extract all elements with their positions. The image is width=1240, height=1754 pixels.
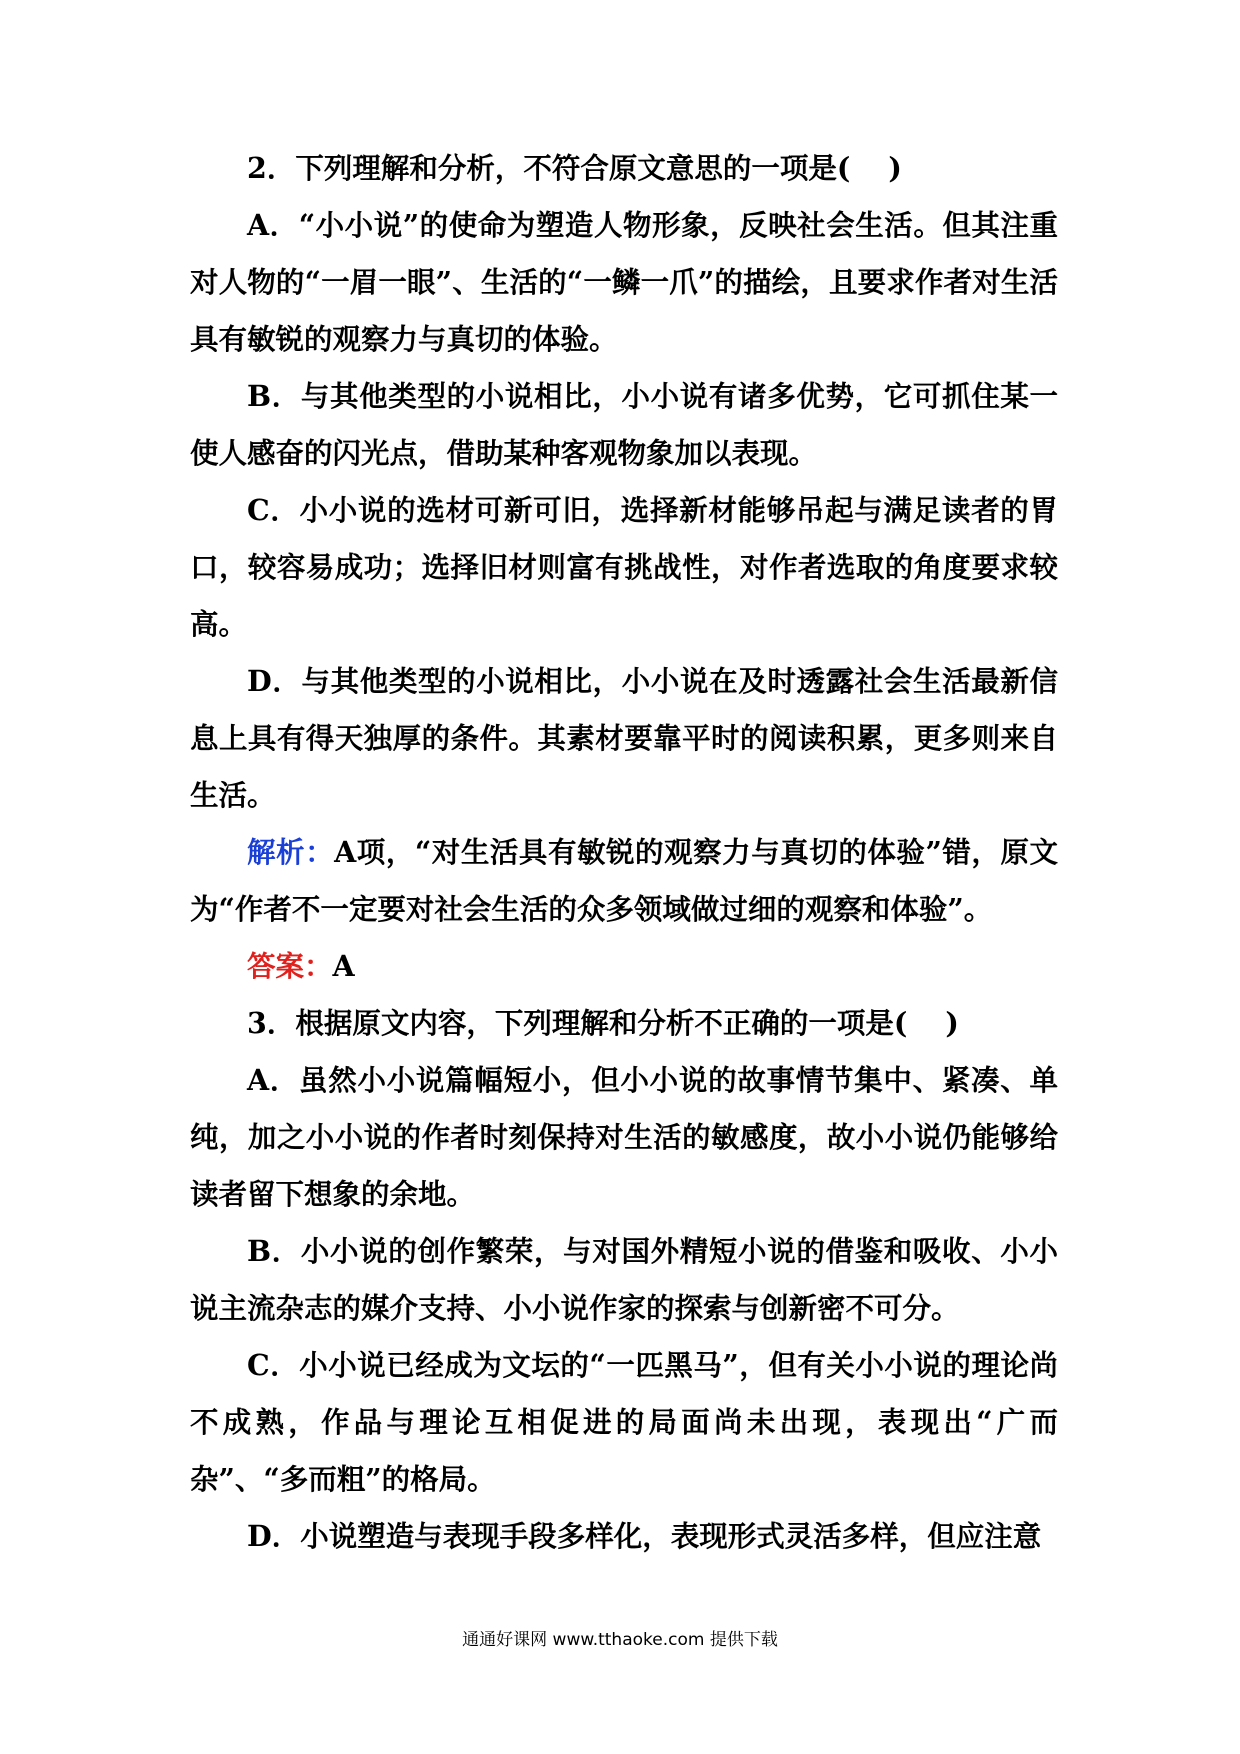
question-2-option-b: B．与其他类型的小说相比，小小说有诸多优势，它可抓住某一使人感奋的闪光点，借助某种客观物象加以表现。 [190,379,1058,470]
analysis-label: 解析： [247,835,335,869]
question-3-stem-text: 3．根据原文内容，下列理解和分析不正确的一项是( [247,1006,908,1040]
question-3-stem [190,995,1058,1052]
question-2-answer [190,938,1058,995]
question-2-option-a: A．“小小说”的使命为塑造人物形象，反映社会生活。但其注重对人物的“一眉一眼”、生活的“一鳞一爪”的描绘，且要求作者对生活具有敏锐的观察力与真切的体验。 [190,208,1058,356]
question-3-option-a: A．虽然小小说篇幅短小，但小小说的故事情节集中、紧凑、单纯，加之小小说的作者时刻保持对生活的敏感度，故小小说仍能够给读者留下想象的余地。 [190,1063,1058,1211]
question-3-option-c: C．小小说已经成为文坛的“一匹黑马”，但有关小小说的理论尚不成熟，作品与理论互相促进的局面尚未出现，表现出“广而杂”、“多而粗”的格局。 [190,1348,1058,1496]
analysis-text: A项，“对生活具有敏锐的观察力与真切的体验”错，原文为“作者不一定要对社会生活的众多领域做过细的观察和体验”。 [190,835,1058,926]
question-2-analysis [190,824,1058,938]
question-3-option-d: D．小说塑造与表现手段多样化，表现形式灵活多样，但应注意 [247,1519,1042,1553]
answer-value: A [332,949,355,983]
question-2-stem-text: 2．下列理解和分析，不符合原文意思的一项是( [247,151,851,185]
document-body [190,140,1058,1565]
question-2-stem [190,140,1058,197]
page-footer: 通通好课网 www.tthaoke.com 提供下载 [462,1630,778,1650]
question-3-stem-close: ) [945,1006,959,1040]
question-2-stem-close: ) [888,151,902,185]
question-2-option-d: D．与其他类型的小说相比，小小说在及时透露社会生活最新信息上具有得天独厚的条件。其素材要靠平时的阅读积累，更多则来自生活。 [190,664,1058,812]
question-3-option-b: B．小小说的创作繁荣，与对国外精短小说的借鉴和吸收、小小说主流杂志的媒介支持、小小说作家的探索与创新密不可分。 [190,1234,1058,1325]
answer-label: 答案： [247,949,333,983]
question-2-option-c: C．小小说的选材可新可旧，选择新材能够吊起与满足读者的胃口，较容易成功；选择旧材则富有挑战性，对作者选取的角度要求较高。 [190,493,1058,641]
